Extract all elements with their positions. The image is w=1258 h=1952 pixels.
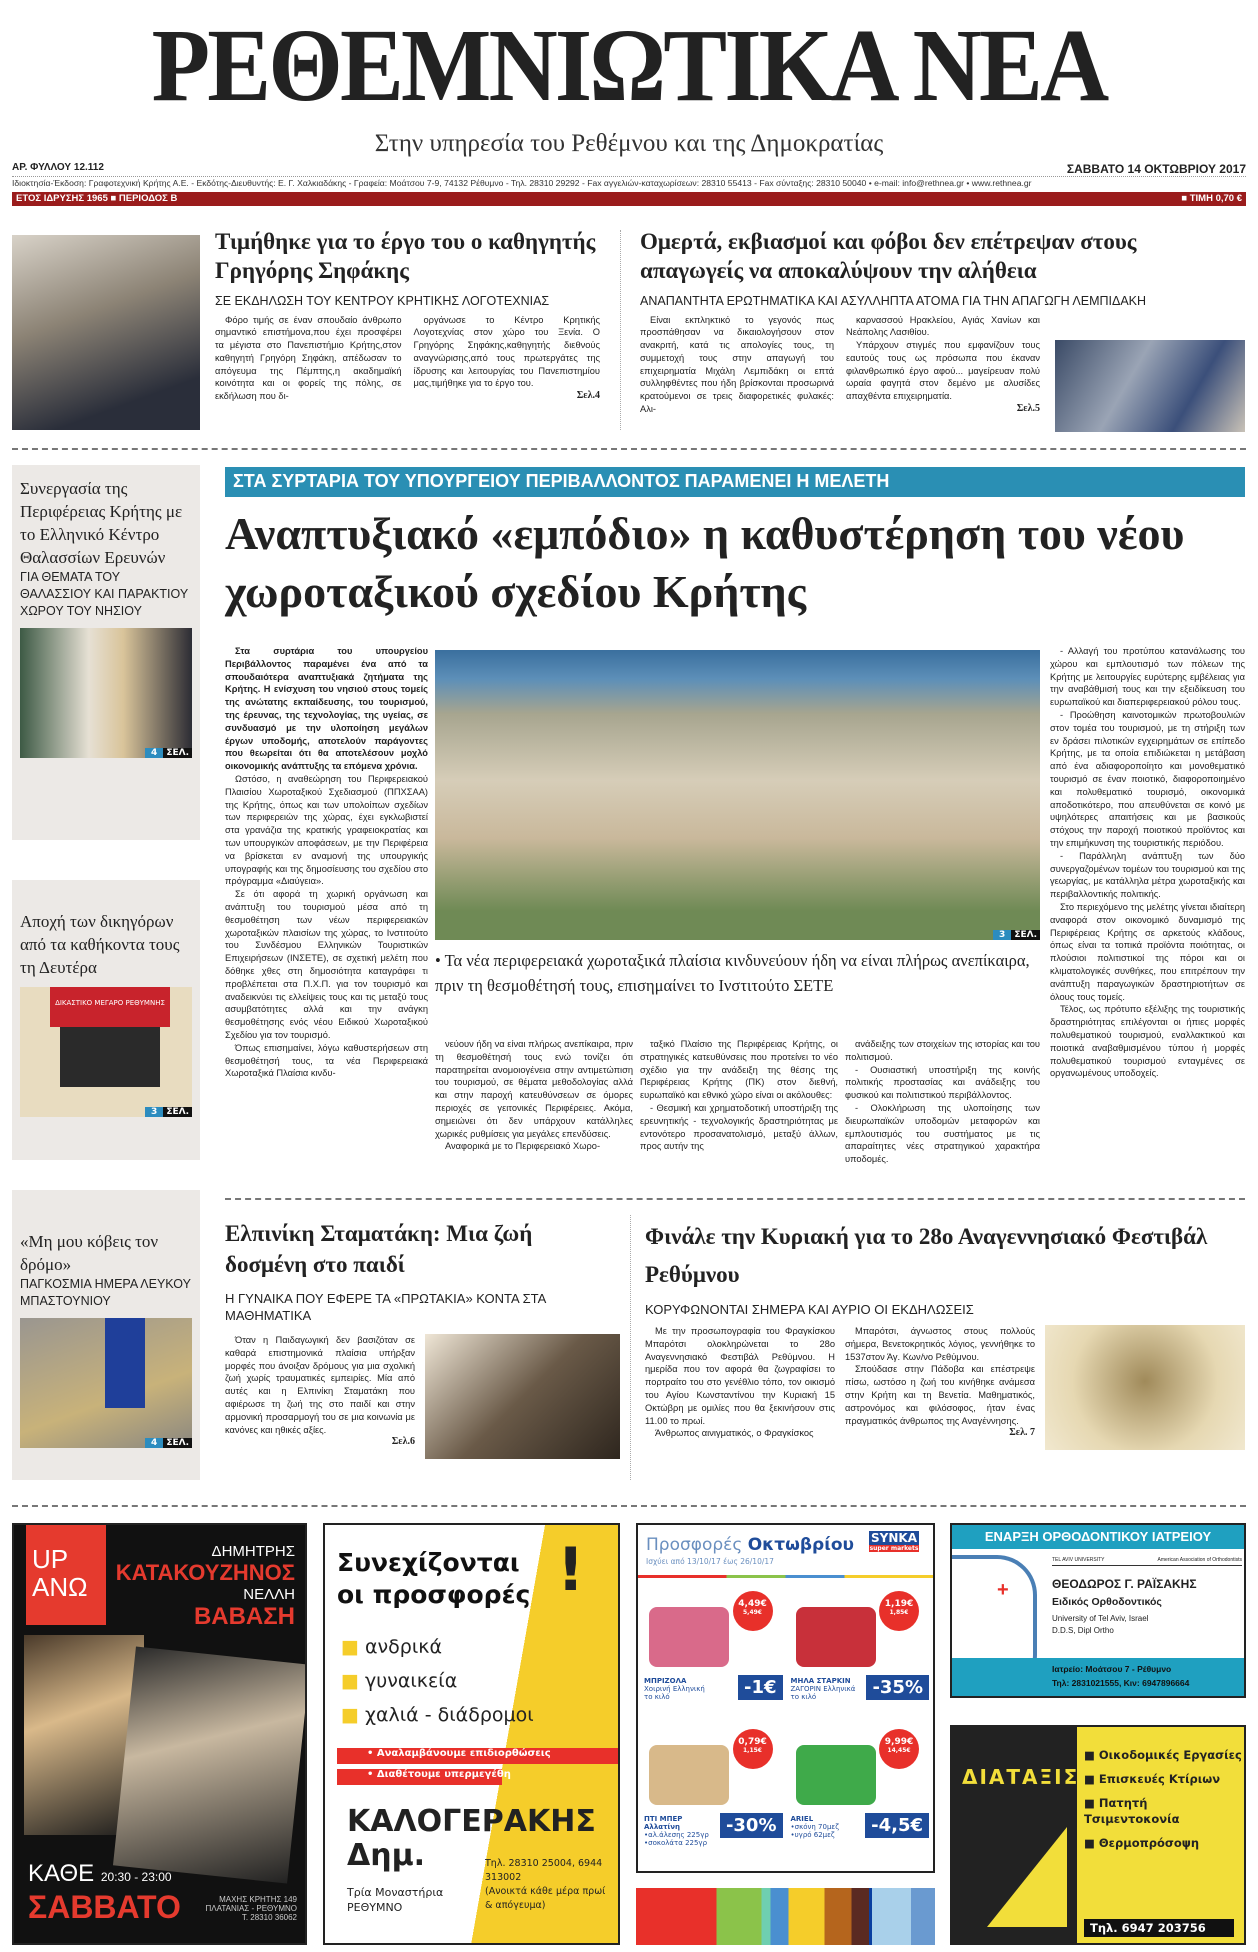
arrest-photo [1055,340,1245,432]
kicker: ΑΝΑΠΑΝΤΗΤΑ ΕΡΩΤΗΜΑΤΙΚΑ ΚΑΙ ΑΣΥΛΛΗΠΤΑ ΑΤΟΜΑ ΓΙΑ ΤΗΝ ΑΠΑΓΩΓΗ ΛΕΜΠΙΔΑΚΗ [640,293,1147,308]
headline[interactable]: Φινάλε την Κυριακή για το 28ο Αναγεννησιακό Φεστιβάλ Ρεθύμνου [645,1224,1208,1287]
every: ΚΑΘΕ [28,1860,95,1887]
ad-upano[interactable]: UP ΑΝΩ ΔΗΜΗΤΡΗΣ ΚΑΤΑΚΟΥΖΗΝΟΣ ΝΕΛΛΗ ΒΑΒΑΣΗ ΚΑΘΕ 20:30 - 23:00 ΣΑΒΒΑΤΟ ΜΑΧΗΣ ΚΡΗΤΗΣ 149 ΠΛΑΤΑΝΙΑΣ - ΡΕΘΥΜΝΟ Τ. 28310 36062 [12,1523,307,1945]
color-strip [636,1888,935,1945]
column: Φόρο τιμής σε έναν σπουδαίο άνθρωπο σημαντικό επιστήμονα,που έχει προσφέρει τα μέγιστα στο Πανεπιστήμιο Κρήτης,στον καθηγητή Γρηγόρη Σηφάκη, απέδωσαν το απόγευμα της Πέμπτης,η ακαδημαϊκή κοινότητα και οι φορείς της πόλης, σε εκδήλωση που δι- [215,314,402,402]
exclamation-icon: ! [557,1535,585,1605]
synka-logo: SYNKA super markets [869,1531,919,1552]
discount-badge: -30% [720,1813,783,1838]
meeting-photo [20,628,192,758]
kicker: Η ΓΥΝΑΙΚΑ ΠΟΥ ΕΦΕΡΕ ΤΑ «ΠΡΩΤΑΚΙΑ» ΚΟΝΤΑ ΣΤΑ ΜΑΘΗΜΑΤΙΚΑ [225,1291,546,1323]
headline[interactable]: Ελπινίκη Σταματάκη: Μια ζωή δοσμένη στο παιδί [225,1221,533,1277]
page-badge[interactable]: 3 ΣΕΛ. [993,930,1040,940]
discount-badge: -4,5€ [865,1813,929,1838]
product-image [796,1607,876,1667]
masthead-subtitle: Στην υπηρεσία του Ρεθέμνου και της Δημοκρατίας [374,130,884,157]
page-ref[interactable]: Σελ.5 [1016,403,1040,415]
top-story-left[interactable] [215,228,600,403]
masthead-title: ΡΕΘΕΜΝΙΩΤΙΚΑ ΝΕΑ [151,8,1107,123]
price-tag: 0,79€ 1,15€ [733,1729,773,1769]
column: Όταν η Παιδαγωγική δεν βασιζόταν σε καθαρά επιστημονικά πλαίσια υπήρξαν μορφές που άνοιξαν δρόμους για μια σχολική ζωή χωρίς τραυματικές εμπειρίες. Μία από αυτές και η Ελπινίκη Σταματάκη που αφιέρωσε τη ζωή της στο παιδί και στην αρμονική προσαρμογή του σε μια κοινωνία με κανόνες και ηθικές αξίες. Σελ.6 [225,1335,415,1448]
story-stamataki[interactable] [225,1218,620,1459]
service-item: ■ Θερμοπρόσοψη [1084,1836,1200,1850]
page-badge[interactable]: 3 ΣΕΛ. [145,1107,192,1117]
sifakis-photo [12,235,200,430]
product-offer[interactable]: 4,49€ 5,49€ ΜΠΡΙΖΟΛΑ Χοιρινή Ελληνική το κιλό -1€ [644,1587,783,1717]
lead-column-2: νεύουν ήδη να είναι πλήρως ανεπίκαιρα, πριν τη θεσμοθέτησή τους ενώ τονίζει ότι παρατηρείται ανομοιογένεια στην αντιμετώπιση του τουρισμού, σε θέματα μεθοδολογίας αλλά και στην παροχή κατευθύνσεων σε όμορες περιοχές σε γειτονικές Περιφέρειες. Ακόμα, σημειώνει ότι δεν υπάρχουν κατάλληλες χωρικές ρυθμίσεις για μεγάλες επενδύσεις. Αναφορικά με το Περιφερειακό Χωρο- [435,1039,633,1152]
historic-photo [425,1334,620,1459]
lead-column-1: Στα συρτάρια του υπουργείου Περιβάλλοντος παραμένει ένα από τα σπουδαιότερα αναπτυξιακά ζητήματα της Κρήτης. Η ενίσχυση του νησιού στους τομείς της ανώτατης εκπαίδευσης, του τουρισμού, της έρευνας, της τεχνολογίας, της υγείας, σε συνδυασμό με την υλοποίηση μεγάλων έργων υποδομής, αποτελούν παράγοντες που θεωρείται ότι θα αποτελέσουν μοχλό οικονομικής ανάπτυξης τα επόμενα χρόνια. Ωστόσο, η αναθεώρηση του Περιφερειακού Πλαισίου Χωροταξικού Σχεδιασμού (ΠΠΧΣΑΑ) της Κρήτης, όπως και των υπολοίπων σχεδίων των περιφερειών της χώρας, έχει εγκλωβιστεί στα γρανάζια της κρατικής γραφειοκρατίας και των υπουργικών αποφάσεων, με την Περιφέρεια να βρίσκεται εν αναμονή της υπουργικής υπογραφής και της δημοσίευσης του σχεδίου στο πρόγραμμα «Διαύγεια». Σε ότι αφορά τη χωρική οργάνωση και ανάπτυξη του τουρισμού μέσα από τη θεσμοθέτηση των νέων περιφερειακών χωροταξικών πλαισίων της χώρας, το Ινστιτούτο του Συνδέσμου Ελληνικών Τουριστικών Επιχειρήσεων (ΙΝΣΕΤΕ), σε σχετική μελέτη που δόθηκε χθες στη δημοσιότητα καταγράφει τι προβλέπεται στα Π.Χ.Π. για τον τουρισμό και αναδεικνύει τις ελλείψεις τους και τις μεταξύ τους ασυμβατότητες αλλά και την ανάγκη θεσμοθέτησης ενός νέου Ειδικού Χωροταξικού Σχεδίου για τον τουρισμό. Όπως επισημαίνει, λόγω καθυστερήσεων στη θεσμοθέτησή τους, τα νέα Περιφερειακά Χωροταξικά Πλαίσια κινδυ- [225,646,428,1079]
service-item: ■ Πατητή Τσιμεντοκονία [1084,1796,1180,1826]
ad-diataxis[interactable] [950,1725,1246,1945]
kicker: ΣΕ ΕΚΔΗΛΩΣΗ ΤΟΥ ΚΕΝΤΡΟΥ ΚΡΗΤΙΚΗΣ ΛΟΓΟΤΕΧΝΙΑΣ [215,293,550,308]
product-offer[interactable]: 0,79€ 1,15€ ΠΤΙ ΜΠΕΡ Αλλατίνη •αλ.άλεσης 225γρ •σοκολάτα 225γρ -30% [644,1725,783,1855]
divider [12,1505,1246,1507]
page-ref[interactable]: Σελ.4 [576,390,600,402]
rethymno-photo [435,650,1040,940]
column: καρνασσού Ηρακλείου, Αγιάς Χανίων και Νεάπολης Λασιθίου. Υπάρχουν στιγμές που εμφανίζουν τους εαυτούς τους ως πρόσωπα που έκαναν φιλανθρωπικό έργο αφού... μαγείρευαν πολύ ωραία φαγητά στον δεμένο με αλυσίδες απαχθέντα επιχειρηματία. Σελ.5 [846,314,1040,415]
lead-kicker: ΣΤΑ ΣΥΡΤΑΡΙΑ ΤΟΥ ΥΠΟΥΡΓΕΙΟΥ ΠΕΡΙΒΑΛΛΟΝΤΟΣ ΠΑΡΑΜΕΝΕΙ Η ΜΕΛΕΤΗ [225,467,1245,497]
offer-item: ■ γυναικεία [341,1670,458,1692]
upano-logo: UP ΑΝΩ [26,1525,106,1625]
founded: ΕΤΟΣ ΙΔΡΥΣΗΣ 1965 ■ ΠΕΡΙΟΔΟΣ Β [16,193,178,204]
ad-synka[interactable]: Προσφορές Οκτωβρίου Ισχύει από 13/10/17 έως 26/10/17 SYNKA super markets 4,49€ 5,49€ ΜΠΡΙΖΟΛΑ Χοιρινή Ελληνική το κιλό -1€ 1,19€ 1,85€ ΜΗΛΑ ΣΤΑΡΚΙΝ ΖΑΓΟΡΙΝ Ελληνικά το κιλό -35% 0,79€ 1,15€ ΠΤΙ ΜΠΕΡ Αλλατίνη •αλ.άλεσης 225γρ •σοκολάτα 225γρ -30% 9,99€ 14,45€ ARIEL •σκόνη 70μεζ •υγρό 62μεζ -4,5€ [636,1523,935,1873]
photo-caption: • Τα νέα περιφερειακά χωροταξικά πλαίσια κινδυνεύουν ήδη να είναι πλήρως ανεπίκαιρα, πριν τη θεσμοθέτησή τους, επισημαίνει το Ινστιτούτο ΣΕΤΕ [435,951,1030,995]
divider [225,1198,1245,1200]
product-image [649,1745,729,1805]
column: οργάνωσε το Κέντρο Κρητικής Λογοτεχνίας στον χώρο του Ξενία. Ο Γρηγόρης Σηφάκης,καθηγητής διεθνούς αναγνώρισης,από τους πρωτεργάτες της ίδρυσης και λειτουργίας του Πανεπιστημίου μας,τιμήθηκε για το έργο του. Σελ.4 [413,314,600,402]
lead-column-4: ανάδειξης των στοιχείων της ιστορίας και του πολιτισμού. - Ουσιαστική υποστήριξη της κοινής πολιτικής προστασίας και ανάδειξης του φυσικού και πολιτιστικού περιβάλλοντος. - Ολοκλήρωση της υλοποίησης των διευρωπαϊκών υποδομών μεταφορών και εμπλουτισμός του συστήματος με τις απαραίτητες νέες στρατηγικού χαρακτήρα υποδομές. [845,1039,1040,1165]
price-tag: 4,49€ 5,49€ [733,1591,773,1631]
diataxis-logo: ΔΙΑΤΑΞΙΣ [962,1765,1080,1789]
kicker: ΚΟΡΥΦΩΝΟΝΤΑΙ ΣΗΜΕΡΑ ΚΑΙ ΑΥΡΙΟ ΟΙ ΕΚΔΗΛΩΣΕΙΣ [645,1302,974,1317]
sidebar-title[interactable]: «Μη μου κόβεις τον δρόμο» [20,1232,159,1274]
headline[interactable]: Τιμήθηκε για το έργο του ο καθηγητής Γρηγόρης Σηφάκης [215,229,596,283]
courthouse-photo [20,987,192,1117]
price-tag: 9,99€ 14,45€ [879,1729,919,1769]
artist-last: ΚΑΤΑΚΟΥΖΗΝΟΣ [115,1560,295,1585]
offer-item: ■ ανδρικά [341,1636,442,1658]
sidebar-kicker: ΓΙΑ ΘΕΜΑΤΑ ΤΟΥ ΘΑΛΑΣΣΙΟΥ ΚΑΙ ΠΑΡΑΚΤΙΟΥ ΧΩΡΟΥ ΤΟΥ ΝΗΣΙΟΥ [20,570,188,618]
tooth-icon: + [952,1555,1037,1695]
issue-number: ΑΡ. ΦΥΛΛΟΥ 12.112 [12,162,104,173]
sidebar-story[interactable] [12,465,200,840]
discount-badge: -35% [866,1675,929,1700]
page-badge[interactable]: 4 ΣΕΛ. [145,748,192,758]
offer-item: ■ χαλιά - διάδρομοι [341,1704,534,1726]
page-ref[interactable]: Σελ.6 [391,1436,415,1448]
service-item: ■ Οικοδομικές Εργασίες [1084,1748,1242,1762]
page-badge[interactable]: 4 ΣΕΛ. [145,1438,192,1448]
column: Είναι εκπληκτικό το γεγονός πως προσπάθησαν να δικαιολογήσουν στον ανακριτή, κατά τις απολογίες τους, τη συμμετοχή τους στην απαγωγή του επιχειρηματία Μιχάλη Λεμπιδάκη οι επτά συλληφθέντες που ήδη βρίσκονται προσωρινά κρατούμενοι σε τρεις διαφορετικές φυλακές: Αλι- [640,314,834,415]
issue-date: ΣΑΒΒΑΤΟ 14 ΟΚΤΩΒΡΙΟΥ 2017 [1066,162,1246,176]
price-tag: 1,19€ 1,85€ [879,1591,919,1631]
column: Μπαρότσι, άγνωστος στους πολλούς σήμερα, Βενετοκρητικός λόγιος, γεννήθηκε το 1537στον Άγ. Κων/νο Ρεθύμνου. Σπούδασε στην Πάδοβα και επέστρεψε πίσω, ωστόσο η ζωή του κινήθηκε ανάμεσα στην Κρήτη και τη Βενετία. Μαθηματικός, αστρονόμος και φιλόσοφος, ήταν ένας πραγματικός άνθρωπος της Αναγέννησης. Σελ. 7 [845,1326,1035,1439]
artist-last: ΒΑΒΑΣΗ [193,1603,295,1630]
product-image [649,1607,729,1667]
founded-bar [12,192,1246,206]
triangle-icon [987,1827,1067,1927]
sidebar-title[interactable]: Συνεργασία της Περιφέρειας Κρήτης με το Ελληνικό Κέντρο Θαλασσίων Ερευνών [20,479,183,567]
day: ΣΑΒΒΑΤΟ [28,1889,181,1925]
issue-line [12,162,1246,177]
publisher-info: Ιδιοκτησία-Έκδοση: Γραφοτεχνική Κρήτης Α.Ε. - Εκδότης-Διευθυντής: Ε. Γ. Χαλκιαδάκης - Γραφεία: Μοάτσου 7-9, 74132 Ρέθυμνο - Τηλ. 28310 29292 - Fax αγγελιών-καταχωρίσεων: 28310 55413 - Fax σύνταξης: 28310 50040 • e-mail: info@rethnea.gr • www.rethnea.gr [12,178,1032,188]
divider [12,448,1246,450]
page-ref[interactable]: Σελ. 7 [1009,1427,1035,1439]
discount-badge: -1€ [738,1675,783,1700]
sidebar-story[interactable] [12,880,200,1160]
white-cane-photo [20,1318,192,1448]
time: 20:30 - 23:00 [100,1870,172,1884]
column: Με την προσωπογραφία του Φραγκίσκου Μπαρότσι ολοκληρώνεται το 28ο Αναγεννησιακό Φεστιβάλ Ρεθύμνου. Η ημερίδα που τον αφορά θα ζωγραφίσει το πορτραίτο του στο γενέθλιο τόπο, τον οικισμό του Αγίου Κωνσταντίνου την Κυριακή 15 Οκτώβρη με ομιλίες που θα ξεκινήσουν στις 11.00 το πρωί. Άνθρωπος αινιγματικός, ο Φραγκίσκος [645,1326,835,1439]
artist-first: ΔΗΜΗΤΡΗΣ [211,1543,295,1560]
sidebar-story[interactable] [12,1190,200,1480]
courthouse-sign: ΔΙΚΑΣΤΙΚΟ ΜΕΓΑΡΟ ΡΕΘΥΜΝΗΣ [50,987,170,1027]
product-offer[interactable]: 1,19€ 1,85€ ΜΗΛΑ ΣΤΑΡΚΙΝ ΖΑΓΟΡΙΝ Ελληνικά το κιλό -35% [791,1587,930,1717]
ad-orthodontist[interactable]: ΕΝΑΡΞΗ ΟΡΘΟΔΟΝΤΙΚΟΥ ΙΑΤΡΕΙΟΥ + TEL AVIV UNIVERSITY American Association of Orthodontists ΘΕΟΔΩΡΟΣ Γ. ΡΑΪΣΑΚΗΣ Ειδικός Ορθοδοντικός University of Tel Aviv, Israel D.D.S, Dipl Ortho Ιατρείο: Μοάτσου 7 - Ρέθυμνο Τηλ: 2831021555, Κιν: 6947896664 [950,1523,1246,1698]
ad-kalogerakis[interactable]: Συνεχίζονται οι προσφορές ! ■ ανδρικά ■ γυναικεία ■ χαλιά - διάδρομοι • Αναλαμβάνουμε επιδιορθώσεις • Διαθέτουμε υπερμεγέθη ΚΑΛΟΓΕΡΑΚΗΣ Δημ. Τρία Μοναστήρια ΡΕΘΥΜΝΟ Τηλ. 28310 25004, 6944 313002 (Ανοικτά κάθε μέρα πρωί & απόγευμα) [323,1523,620,1945]
lead-column-5: - Αλλαγή του προτύπου κατανάλωσης του χώρου και εμπλουτισμό των πόλεων της Κρήτης με λειτουργίες ευρύτερης εμβέλειας για την αναβάθμισή τους και την εξειδίκευση του ευρωπαϊκού και διαπεριφερειακού ρόλου τους. - Προώθηση καινοτομικών πρωτοβουλιών στον τομέα του τουρισμού, με τη στήριξη των εν δράσει πιλοτικών εγχειρημάτων σε επίπεδο Κρήτης, με τα οποία επιδιώκεται η μετάβαση από ένα αδιαφοροποίητο και μονοθεματικό τουρισμό σε έναν ποιοτικό, διαφοροποιημένο και πολυθεματικό τουρισμό, οικονομικά αποδοτικότερο, που απευθύνεται σε κοινό με υψηλότερες απαιτήσεις και με βασικούς στόχους την παροχή ποιοτικού προϊόντος και την επιμήκυνση της τουριστικής περιόδου. - Παράλληλη ανάπτυξη των δύο συνεργαζομένων τομέων του τουρισμού και της γεωργίας, με κατάλληλα μέτρα χωροταξικής και περιβαλλοντικής πολιτικής. Στο περιεχόμενο της μελέτης γίνεται ιδιαίτερη αναφορά στον οικονομικό δυναμισμό της Περιφέρειας Κρήτης σε αρκετούς κλάδους, όπως είναι τα τοπικά προϊόντα ποιότητας, οι πλούσιοι πολιτιστικοί της πόροι και οι κλιματολογικές συνθήκες, που επιτρέπουν την ανάπτυξη παραγωγικών δραστηριοτήτων σε όλους τους τομείς. Τέλος, ως πρότυπο εξέλιξης της τουριστικής δραστηριότητας επιλέγονται οι ήπιες μορφές πολυθεματικού τουρισμού, εναλλακτικού και ποιοτικά αναβαθμισμένου τύπου ή μορφές πολυθεματικού τουρισμού ενταγμένες σε οργανωμένους υποδοχείς. [1050,646,1245,1079]
diataxis-phone: Τηλ. 6947 203756 [1084,1919,1234,1937]
product-image [796,1745,876,1805]
price: ■ ΤΙΜΗ 0,70 € [1181,193,1242,204]
story-festival[interactable] [645,1218,1245,1450]
lead-headline[interactable]: Αναπτυξιακό «εμπόδιο» η καθυστέρηση του νέου χωροταξικού σχεδίου Κρήτης [225,508,1185,617]
product-offer[interactable]: 9,99€ 14,45€ ARIEL •σκόνη 70μεζ •υγρό 62μεζ -4,5€ [791,1725,930,1855]
headline[interactable]: Ομερτά, εκβιασμοί και φόβοι δεν επέτρεψαν στους απαγωγείς να αποκαλύψουν την αλήθεια [640,229,1137,283]
service-item: ■ Επισκευές Κτίριων [1084,1772,1221,1786]
barozzi-portrait [1045,1325,1245,1450]
sidebar-kicker: ΠΑΓΚΟΣΜΙΑ ΗΜΕΡΑ ΛΕΥΚΟΥ ΜΠΑΣΤΟΥΝΙΟΥ [20,1277,191,1308]
sidebar-title[interactable]: Αποχή των δικηγόρων από τα καθήκοντα τους τη Δευτέρα [20,912,180,977]
artist-first: ΝΕΛΛΗ [243,1586,295,1603]
pianist-photo [113,1646,307,1883]
lead-column-3: ταξικό Πλαίσιο της Περιφέρειας Κρήτης, οι στρατηγικές κατευθύνσεις που προτείνει το νέο σχέδιο για την ανάδειξη της θέσης της Περιφέρειας Κρήτης (ΠΚ) στον διεθνή, ευρωπαϊκό και εθνικό χώρο είναι οι ακόλουθες: - Θεσμική και χρηματοδοτική υποστήριξη της ερευνητικής - τεχνολογικής δραστηριότητας με εντονότερο προσανατολισμό, μεταξύ άλλων, προς αυτήν της [640,1039,838,1152]
